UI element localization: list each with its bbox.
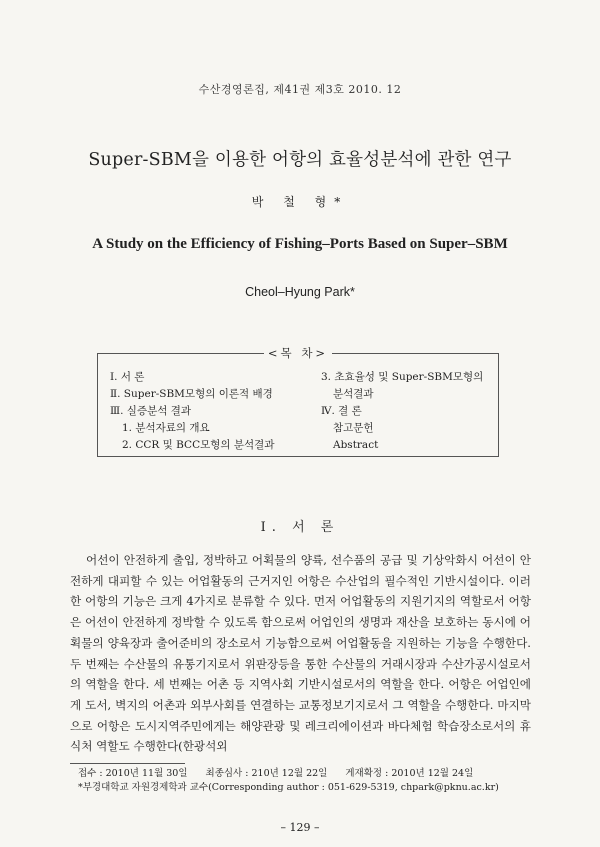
section-heading: Ⅰ. 서 론	[260, 520, 340, 535]
toc-right-column	[321, 369, 483, 454]
toc-item-theory: Ⅱ. Super-SBM모형의 이론적 배경	[110, 388, 273, 400]
title-korean: Super-SBM을 이용한 어항의 효율성분석에 관한 연구	[88, 150, 512, 170]
journal-citation: 수산경영론집, 제41권 제3호 2010. 12	[198, 83, 402, 96]
toc-item-ccr-bcc: 2. CCR 및 BCC모형의 분석결과	[122, 439, 275, 451]
toc-item-data-overview: 1. 분석자료의 개요	[122, 422, 210, 434]
author-korean: 박 철 형*	[251, 195, 349, 209]
author-english: Cheol–Hyung Park*	[245, 285, 355, 299]
footnote-divider	[70, 763, 185, 764]
author-affiliation: *부경대학교 자원경제학과 교수(Corresponding author : 051-629-5319, chpark@pknu.ac.kr)	[78, 782, 499, 793]
received-date: 접수 : 2010년 11월 30일	[78, 768, 188, 779]
table-of-contents	[97, 346, 499, 457]
footnote-dates	[78, 767, 538, 781]
toc-item-abstract: Abstract	[333, 439, 379, 451]
body-text: 어선이 안전하게 출입, 정박하고 어획물의 양륙, 선수품의 공급 및 기상악화시 어선이 안전하게 대피할 수 있는 어업활동의 근거지인 어항은 수산업의 필수적인 기반시설이다. 이러한 어항의 기능은 크게 4가지로 분류할 수 있다. 먼저 어업활동의 지원기지의 역할로서 어항은 어선이 안전하게 정박할 수 있도록 함으로써 어업인의 생명과 재산을 보호하는 동시에 어획물의 양육장과 출어준비의 장소로서 기능함으로써 어업활동을 지원하는 기능을 수행한다. 두 번째는 수산물의 유통기지로서 위판장등을 통한 수산물의 거래시장과 수산가공시설로서의 역할을 한다. 세 번째는 어촌 등 지역사회 기반시설로서의 역할을 한다. 어항은 어업인에게 도서, 벽지의 어촌과 외부사회를 연결하는 교통정보기지로서 그 역할을 수행한다. 마지막으로 어항은 도시지역주민에게는 해양관광 및 레크리에이션과 바다체험 학습장소로서의 휴식처 역할도 수행한다(한광석외	[70, 553, 531, 754]
toc-title: <목 차>	[98, 345, 498, 361]
accepted-date: 게재확정 : 2010년 12월 24일	[345, 768, 474, 779]
toc-left-column	[110, 369, 274, 454]
body-paragraph	[70, 550, 531, 757]
toc-item-results: Ⅲ. 실증분석 결과	[110, 405, 191, 417]
toc-item-introduction: Ⅰ. 서 론	[110, 371, 145, 383]
title-english: A Study on the Efficiency of Fishing–Ports Based on Super–SBM	[92, 236, 508, 252]
toc-item-conclusion: Ⅳ. 결 론	[321, 405, 362, 417]
reviewed-date: 최종심사 : 210년 12월 22일	[205, 768, 328, 779]
footnotes	[78, 767, 538, 795]
toc-item-references: 참고문헌	[333, 422, 374, 434]
toc-item-super-efficiency-cont: 분석결과	[333, 388, 374, 400]
page-number: – 129 –	[280, 821, 320, 834]
toc-item-super-efficiency: 3. 초효율성 및 Super-SBM모형의	[321, 371, 484, 383]
